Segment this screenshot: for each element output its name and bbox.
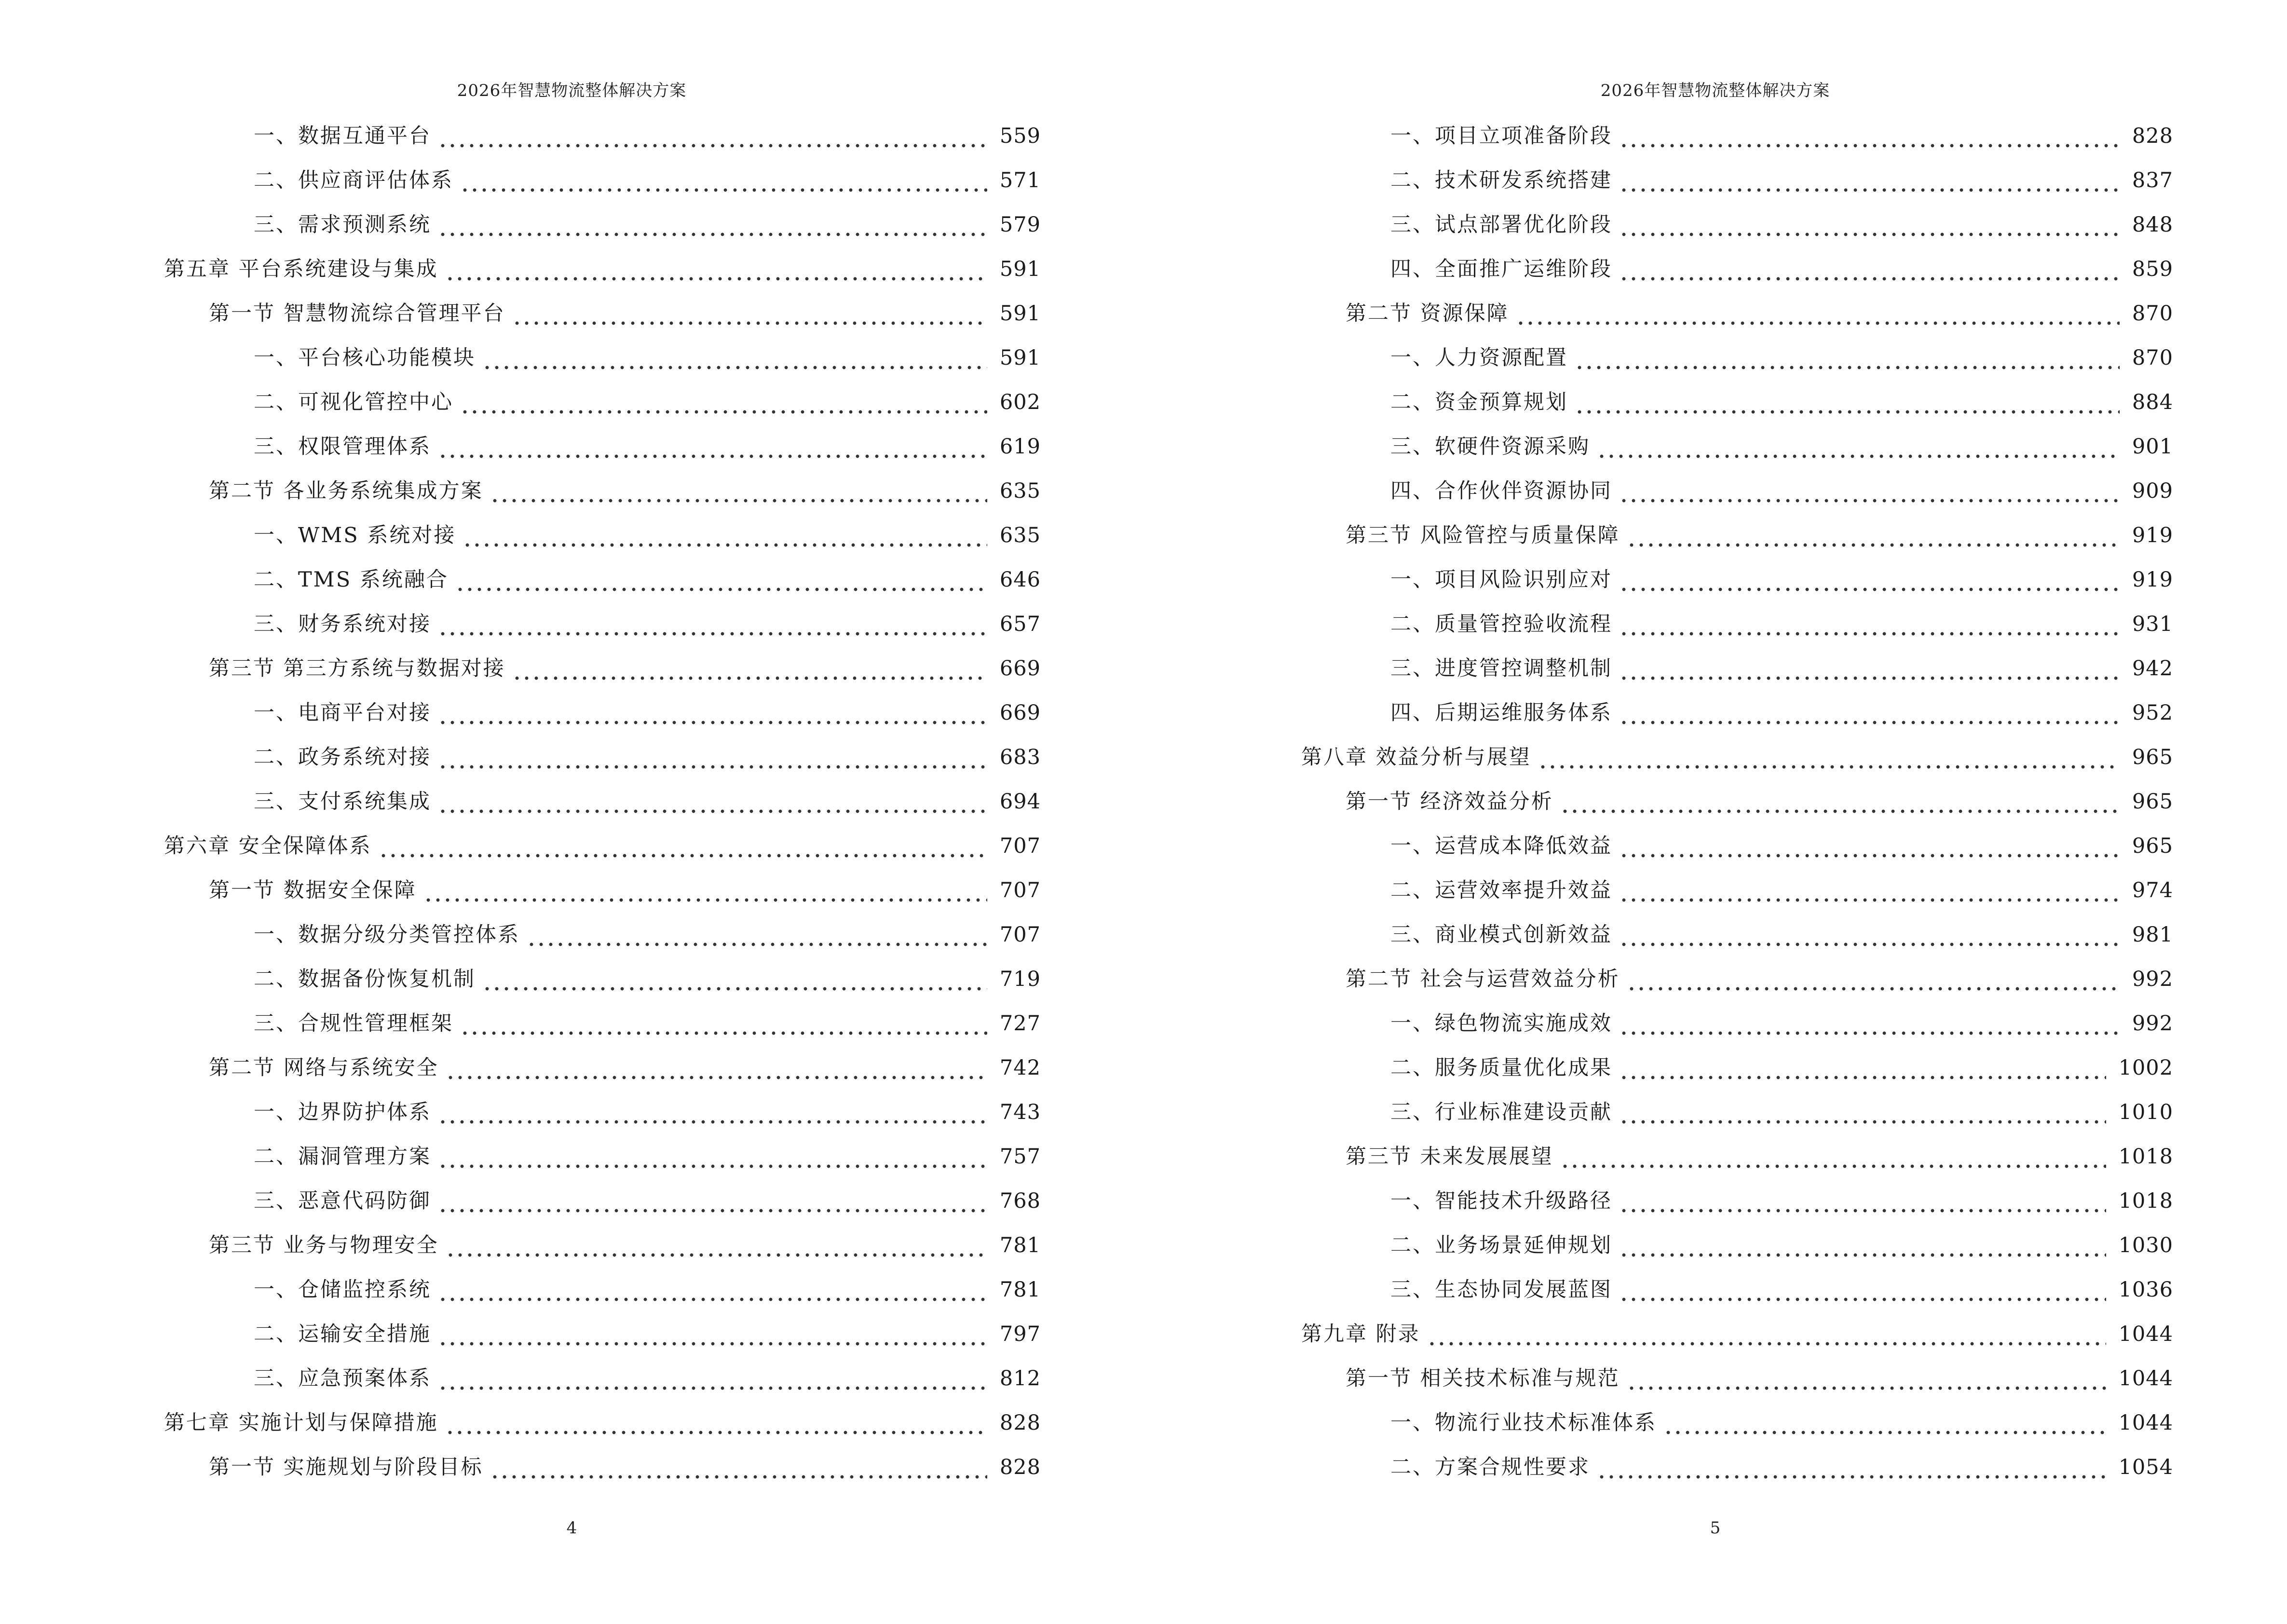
running-header: 2026年智慧物流整体解决方案 xyxy=(457,81,687,100)
toc-entry[interactable] xyxy=(1390,913,2173,957)
toc-entry-title: 一、人力资源配置 xyxy=(1390,346,1568,370)
dot-leader xyxy=(438,790,987,814)
toc-entry-title: 三、试点部署优化阶段 xyxy=(1390,213,1612,237)
dot-leader xyxy=(1575,346,2120,370)
toc-entry-title: 一、WMS 系统对接 xyxy=(254,523,456,547)
toc-entry-page-number: 657 xyxy=(999,612,1041,636)
toc-entry[interactable] xyxy=(254,735,1041,779)
toc-entry[interactable] xyxy=(254,1179,1041,1223)
toc-entry-page-number: 707 xyxy=(999,923,1041,947)
toc-entry[interactable] xyxy=(254,957,1041,1001)
toc-entry-title: 二、技术研发系统搭建 xyxy=(1390,168,1612,192)
dot-leader xyxy=(1619,257,2120,281)
dot-leader xyxy=(512,656,987,681)
dot-leader xyxy=(446,1233,987,1257)
right-page xyxy=(1144,0,2287,1624)
dot-leader xyxy=(438,435,987,459)
toc-entry[interactable] xyxy=(254,203,1041,247)
toc-entry-page-number: 669 xyxy=(999,656,1041,681)
toc-entry-page-number: 743 xyxy=(999,1100,1041,1124)
toc-entry-title: 一、数据分级分类管控体系 xyxy=(254,923,520,947)
dot-leader xyxy=(1619,834,2120,858)
toc-entry[interactable] xyxy=(1390,1179,2173,1223)
toc-entry-page-number: 837 xyxy=(2132,168,2173,192)
page-number: 5 xyxy=(1710,1518,1721,1538)
toc-entry-page-number: 859 xyxy=(2132,257,2173,281)
toc-entry[interactable] xyxy=(1390,380,2173,424)
dot-leader xyxy=(1627,523,2120,547)
dot-leader xyxy=(438,1366,987,1391)
toc-entry-page-number: 942 xyxy=(2132,656,2173,681)
toc-entry-title: 第二节 网络与系统安全 xyxy=(209,1056,439,1080)
toc-entry-title: 第八章 效益分析与展望 xyxy=(1301,745,1531,769)
toc-entry-page-number: 694 xyxy=(999,790,1041,814)
dot-leader xyxy=(438,1100,987,1124)
toc-entry-page-number: 635 xyxy=(999,523,1041,547)
toc-entry-title: 第九章 附录 xyxy=(1301,1322,1420,1346)
toc-entry-page-number: 781 xyxy=(999,1233,1041,1257)
toc-entry-title: 三、需求预测系统 xyxy=(254,213,431,237)
page-number: 4 xyxy=(566,1518,577,1538)
toc-entry[interactable] xyxy=(1390,1223,2173,1268)
toc-entry-page-number: 812 xyxy=(999,1366,1041,1391)
dot-leader xyxy=(1619,1189,2106,1213)
toc-entry-title: 一、数据互通平台 xyxy=(254,124,431,148)
toc-entry-page-number: 884 xyxy=(2132,390,2173,414)
dot-leader xyxy=(463,523,987,547)
toc-entry[interactable] xyxy=(1301,1312,2173,1356)
dot-leader xyxy=(460,168,987,192)
toc-entry-title: 二、漏洞管理方案 xyxy=(254,1145,431,1169)
toc-entry-page-number: 1030 xyxy=(2118,1233,2173,1257)
toc-entry[interactable] xyxy=(1390,868,2173,913)
toc-entry-title: 二、运输安全措施 xyxy=(254,1322,431,1346)
toc-entry[interactable] xyxy=(1390,824,2173,868)
toc-entry[interactable] xyxy=(254,1001,1041,1046)
toc-entry-page-number: 965 xyxy=(2132,834,2173,858)
toc-entry-page-number: 870 xyxy=(2132,301,2173,326)
toc-entry[interactable] xyxy=(1390,602,2173,646)
dot-leader xyxy=(438,1322,987,1346)
toc-entry-page-number: 828 xyxy=(999,1411,1041,1435)
dot-leader xyxy=(1619,479,2120,503)
toc-entry-page-number: 707 xyxy=(999,878,1041,902)
toc-entry-title: 第三节 未来发展展望 xyxy=(1346,1145,1553,1169)
toc-entry-title: 一、边界防护体系 xyxy=(254,1100,431,1124)
toc-entry-title: 三、进度管控调整机制 xyxy=(1390,656,1612,681)
toc-entry-page-number: 757 xyxy=(999,1145,1041,1169)
toc-entry-title: 第一节 数据安全保障 xyxy=(209,878,417,902)
toc-entry-title: 一、平台核心功能模块 xyxy=(254,346,476,370)
toc-entry[interactable] xyxy=(1390,336,2173,380)
dot-leader xyxy=(1619,612,2120,636)
toc-entry[interactable] xyxy=(1390,1001,2173,1046)
toc-entry-title: 一、物流行业技术标准体系 xyxy=(1390,1411,1657,1435)
toc-entry-page-number: 1018 xyxy=(2118,1145,2173,1169)
dot-leader xyxy=(1538,745,2120,769)
toc-entry[interactable] xyxy=(254,1090,1041,1134)
toc-entry-title: 二、质量管控验收流程 xyxy=(1390,612,1612,636)
dot-leader xyxy=(490,479,987,503)
dot-leader xyxy=(482,967,987,991)
toc-entry[interactable] xyxy=(1346,957,2173,1001)
dot-leader xyxy=(1597,435,2120,459)
toc-entry-title: 一、项目立项准备阶段 xyxy=(1390,124,1612,148)
dot-leader xyxy=(482,346,987,370)
toc-entry-page-number: 965 xyxy=(2132,790,2173,814)
toc-entry-title: 二、资金预算规划 xyxy=(1390,390,1568,414)
toc-entry[interactable] xyxy=(254,691,1041,735)
dot-leader xyxy=(1619,1233,2106,1257)
dot-leader xyxy=(1619,878,2120,902)
toc-entry-title: 第六章 安全保障体系 xyxy=(164,834,372,858)
dot-leader xyxy=(438,1278,987,1302)
toc-entry-page-number: 919 xyxy=(2132,523,2173,547)
toc-entry-title: 三、支付系统集成 xyxy=(254,790,431,814)
dot-leader xyxy=(438,745,987,769)
toc-entry[interactable] xyxy=(254,424,1041,469)
toc-entry-page-number: 559 xyxy=(999,124,1041,148)
toc-entry-title: 二、政务系统对接 xyxy=(254,745,431,769)
toc-entry-title: 二、方案合规性要求 xyxy=(1390,1455,1590,1479)
toc-entry-page-number: 992 xyxy=(2132,967,2173,991)
toc-entry-page-number: 619 xyxy=(999,435,1041,459)
toc-entry-page-number: 768 xyxy=(999,1189,1041,1213)
toc-entry-page-number: 669 xyxy=(999,701,1041,725)
dot-leader xyxy=(460,390,987,414)
toc-entry-page-number: 931 xyxy=(2132,612,2173,636)
toc-entry-title: 二、供应商评估体系 xyxy=(254,168,453,192)
toc-entry-page-number: 870 xyxy=(2132,346,2173,370)
toc-entry-title: 第三节 风险管控与质量保障 xyxy=(1346,523,1620,547)
toc-entry-title: 三、恶意代码防御 xyxy=(254,1189,431,1213)
toc-entry-page-number: 909 xyxy=(2132,479,2173,503)
toc-entry-page-number: 646 xyxy=(999,568,1041,592)
toc-entry-title: 三、商业模式创新效益 xyxy=(1390,923,1612,947)
dot-leader xyxy=(1619,1100,2106,1124)
toc-entry-page-number: 591 xyxy=(999,257,1041,281)
toc-entry[interactable] xyxy=(1390,1090,2173,1134)
toc-entry-page-number: 1002 xyxy=(2118,1056,2173,1080)
toc-entry-page-number: 901 xyxy=(2132,435,2173,459)
toc-entry[interactable] xyxy=(254,602,1041,646)
dot-leader xyxy=(1560,790,2120,814)
toc-entry[interactable] xyxy=(254,336,1041,380)
dot-leader xyxy=(1619,1056,2106,1080)
toc-entry-title: 第五章 平台系统建设与集成 xyxy=(164,257,438,281)
dot-leader xyxy=(1627,967,2120,991)
toc-entry[interactable] xyxy=(1390,1268,2173,1312)
toc-entry[interactable] xyxy=(209,291,1041,336)
dot-leader xyxy=(1663,1411,2106,1435)
toc-entry-title: 三、行业标准建设贡献 xyxy=(1390,1100,1612,1124)
toc-entry-page-number: 1036 xyxy=(2118,1278,2173,1302)
toc-entry[interactable] xyxy=(1346,1356,2173,1401)
toc-entry[interactable] xyxy=(1390,424,2173,469)
toc-entry[interactable] xyxy=(1346,1134,2173,1179)
toc-entry[interactable] xyxy=(1346,779,2173,824)
dot-leader xyxy=(1575,390,2120,414)
toc-entry-title: 三、权限管理体系 xyxy=(254,435,431,459)
toc-entry[interactable] xyxy=(1346,291,2173,336)
toc-entry-title: 第一节 智慧物流综合管理平台 xyxy=(209,301,505,326)
toc-entry-title: 一、项目风险识别应对 xyxy=(1390,568,1612,592)
toc-entry-page-number: 974 xyxy=(2132,878,2173,902)
toc-entry-title: 二、可视化管控中心 xyxy=(254,390,453,414)
toc-entry[interactable] xyxy=(254,513,1041,558)
toc-entry[interactable] xyxy=(254,913,1041,957)
toc-entry-title: 四、全面推广运维阶段 xyxy=(1390,257,1612,281)
dot-leader xyxy=(445,1411,987,1435)
dot-leader xyxy=(460,1011,987,1036)
dot-leader xyxy=(1619,656,2120,681)
toc-entry-page-number: 571 xyxy=(999,168,1041,192)
toc-entry-page-number: 781 xyxy=(999,1278,1041,1302)
dot-leader xyxy=(423,878,987,902)
toc-entry-title: 第二节 社会与运营效益分析 xyxy=(1346,967,1620,991)
toc-entry-page-number: 683 xyxy=(999,745,1041,769)
toc-entry-page-number: 579 xyxy=(999,213,1041,237)
toc-entry[interactable] xyxy=(1390,691,2173,735)
toc-entry-title: 第三节 第三方系统与数据对接 xyxy=(209,656,505,681)
dot-leader xyxy=(445,257,987,281)
toc-entry[interactable] xyxy=(1390,558,2173,602)
toc-entry-page-number: 591 xyxy=(999,346,1041,370)
dot-leader xyxy=(1627,1366,2106,1391)
toc-entry[interactable] xyxy=(1390,469,2173,513)
toc-entry-title: 第二节 各业务系统集成方案 xyxy=(209,479,483,503)
toc-entry[interactable] xyxy=(164,824,1041,868)
toc-entry-title: 第二节 资源保障 xyxy=(1346,301,1509,326)
toc-entry[interactable] xyxy=(209,1046,1041,1090)
toc-entry-title: 三、软硬件资源采购 xyxy=(1390,435,1590,459)
toc-entry-title: 一、绿色物流实施成效 xyxy=(1390,1011,1612,1036)
dot-leader xyxy=(1560,1145,2106,1169)
toc-entry-title: 第一节 实施规划与阶段目标 xyxy=(209,1455,483,1479)
dot-leader xyxy=(1619,213,2120,237)
toc-entry[interactable] xyxy=(209,868,1041,913)
toc-entry[interactable] xyxy=(254,1356,1041,1401)
dot-leader xyxy=(438,701,987,725)
toc-entry-page-number: 828 xyxy=(999,1455,1041,1479)
toc-entry[interactable] xyxy=(1390,1401,2173,1445)
toc-entry-title: 三、应急预案体系 xyxy=(254,1366,431,1391)
toc-entry-page-number: 1054 xyxy=(2118,1455,2173,1479)
dot-leader xyxy=(455,568,987,592)
toc-entry[interactable] xyxy=(254,158,1041,203)
dot-leader xyxy=(1597,1455,2106,1479)
toc-entry-page-number: 981 xyxy=(2132,923,2173,947)
dot-leader xyxy=(446,1056,987,1080)
toc-entry-title: 四、合作伙伴资源协同 xyxy=(1390,479,1612,503)
toc-entry[interactable] xyxy=(209,469,1041,513)
toc-entry[interactable] xyxy=(1390,158,2173,203)
toc-entry[interactable] xyxy=(1390,114,2173,158)
toc-entry-title: 二、业务场景延伸规划 xyxy=(1390,1233,1612,1257)
dot-leader xyxy=(1427,1322,2106,1346)
dot-leader xyxy=(490,1455,987,1479)
toc-entry[interactable] xyxy=(209,1445,1041,1489)
toc-entry-page-number: 965 xyxy=(2132,745,2173,769)
toc-entry-page-number: 1010 xyxy=(2118,1100,2173,1124)
toc-entry-page-number: 828 xyxy=(2132,124,2173,148)
toc-entry-title: 第一节 相关技术标准与规范 xyxy=(1346,1366,1620,1391)
dot-leader xyxy=(1619,1278,2106,1302)
toc-entry-title: 一、运营成本降低效益 xyxy=(1390,834,1612,858)
toc-entry-title: 二、服务质量优化成果 xyxy=(1390,1056,1612,1080)
toc-entry[interactable] xyxy=(1346,513,2173,558)
toc-entry[interactable] xyxy=(254,380,1041,424)
toc-entry-page-number: 1018 xyxy=(2118,1189,2173,1213)
toc-entry-page-number: 1044 xyxy=(2118,1322,2173,1346)
toc-entry-title: 二、TMS 系统融合 xyxy=(254,568,449,592)
toc-entry[interactable] xyxy=(254,114,1041,158)
toc-entry[interactable] xyxy=(1301,735,2173,779)
dot-leader xyxy=(379,834,987,858)
dot-leader xyxy=(1619,568,2120,592)
toc-entry-page-number: 797 xyxy=(999,1322,1041,1346)
toc-entry-title: 二、运营效率提升效益 xyxy=(1390,878,1612,902)
toc-entry[interactable] xyxy=(209,646,1041,691)
toc-entry[interactable] xyxy=(254,1268,1041,1312)
dot-leader xyxy=(1619,923,2120,947)
toc-entry-page-number: 727 xyxy=(999,1011,1041,1036)
toc-entry-page-number: 992 xyxy=(2132,1011,2173,1036)
dot-leader xyxy=(1619,1011,2120,1036)
toc-entry-page-number: 742 xyxy=(999,1056,1041,1080)
toc-entry-title: 一、智能技术升级路径 xyxy=(1390,1189,1612,1213)
dot-leader xyxy=(1516,301,2120,326)
toc-entry[interactable] xyxy=(1390,203,2173,247)
toc-entry[interactable] xyxy=(209,1223,1041,1268)
toc-entry-page-number: 1044 xyxy=(2118,1411,2173,1435)
toc-entry[interactable] xyxy=(254,1134,1041,1179)
toc-entry[interactable] xyxy=(1390,1046,2173,1090)
dot-leader xyxy=(1619,701,2120,725)
toc-entry[interactable] xyxy=(164,1401,1041,1445)
dot-leader xyxy=(438,124,987,148)
toc-entry-page-number: 591 xyxy=(999,301,1041,326)
toc-entry-title: 第七章 实施计划与保障措施 xyxy=(164,1411,438,1435)
dot-leader xyxy=(527,923,987,947)
toc-entry[interactable] xyxy=(254,558,1041,602)
dot-leader xyxy=(438,1189,987,1213)
toc-entry-title: 三、财务系统对接 xyxy=(254,612,431,636)
toc-entry[interactable] xyxy=(254,779,1041,824)
dot-leader xyxy=(1619,124,2120,148)
dot-leader xyxy=(438,213,987,237)
toc-entry[interactable] xyxy=(254,1312,1041,1356)
toc-entry-title: 四、后期运维服务体系 xyxy=(1390,701,1612,725)
running-header: 2026年智慧物流整体解决方案 xyxy=(1600,81,1830,100)
toc-entry[interactable] xyxy=(1390,247,2173,291)
toc-entry-title: 一、仓储监控系统 xyxy=(254,1278,431,1302)
toc-entry-page-number: 952 xyxy=(2132,701,2173,725)
dot-leader xyxy=(512,301,987,326)
toc-entry[interactable] xyxy=(1390,1445,2173,1489)
toc-entry-page-number: 919 xyxy=(2132,568,2173,592)
dot-leader xyxy=(1619,168,2120,192)
toc-entry-title: 三、合规性管理框架 xyxy=(254,1011,453,1036)
toc-entry-page-number: 635 xyxy=(999,479,1041,503)
toc-entry[interactable] xyxy=(164,247,1041,291)
toc-entry-page-number: 848 xyxy=(2132,213,2173,237)
toc-entry-title: 三、生态协同发展蓝图 xyxy=(1390,1278,1612,1302)
dot-leader xyxy=(438,612,987,636)
toc-entry-title: 二、数据备份恢复机制 xyxy=(254,967,476,991)
toc-entry-title: 第三节 业务与物理安全 xyxy=(209,1233,439,1257)
toc-entry-page-number: 1044 xyxy=(2118,1366,2173,1391)
toc-entry-page-number: 602 xyxy=(999,390,1041,414)
dot-leader xyxy=(438,1145,987,1169)
toc-entry-page-number: 707 xyxy=(999,834,1041,858)
toc-entry-page-number: 719 xyxy=(999,967,1041,991)
toc-entry-title: 第一节 经济效益分析 xyxy=(1346,790,1553,814)
toc-entry-title: 一、电商平台对接 xyxy=(254,701,431,725)
toc-entry[interactable] xyxy=(1390,646,2173,691)
